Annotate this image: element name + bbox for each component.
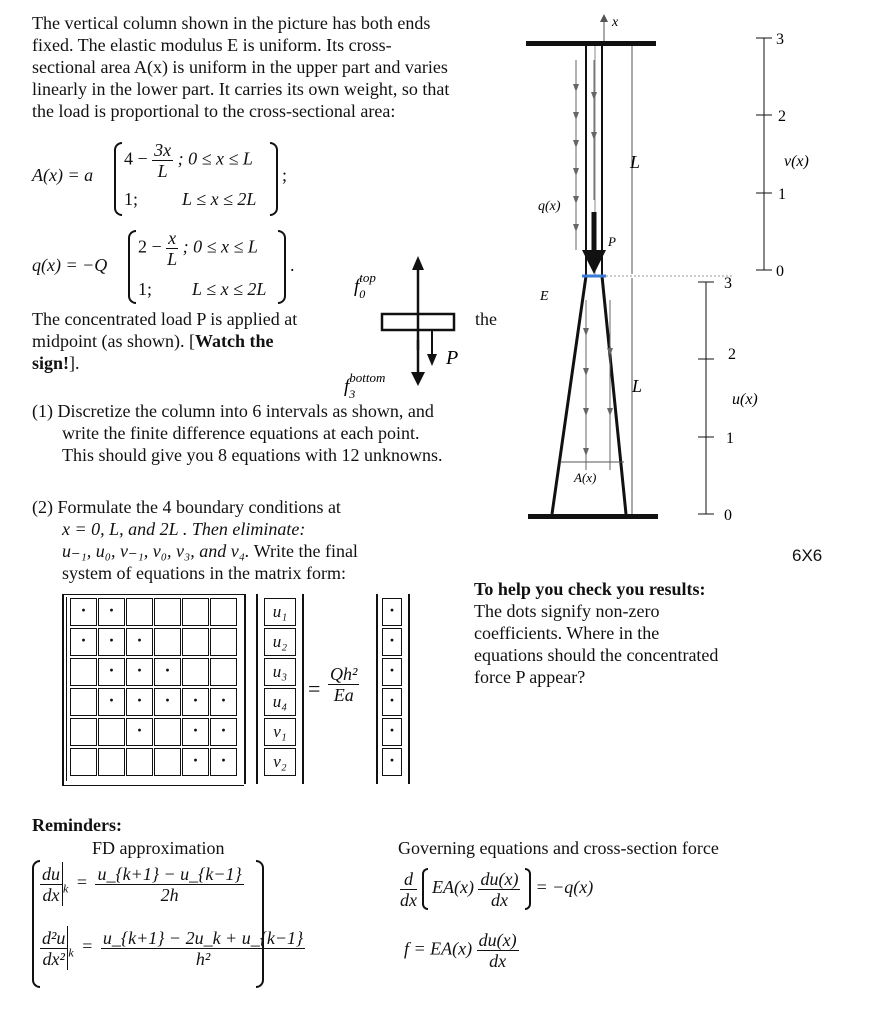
matrix-cell: · [70,628,97,656]
u-tick-2: 2 [728,346,736,363]
u-tick-3: 3 [724,275,732,292]
intro-line-4: linearly in the lower part. It carries its own weight, so that [32,79,450,99]
load-equation [32,228,352,304]
rhs-entry: · [382,628,402,656]
gov2-lhs: f = EA(x) [404,938,473,959]
matrix-cell: · [210,718,237,746]
fd-formulas: $\frac{du}{dx}$ $_k$ = $\frac{u\_\{k+1\} - u\_\{k-1\}}{2h}$ $\frac{\text{d²u}}{\text{dx²}}$ $_k$ = $\frac{u\_\{k+1\} - 2u\_k + u\_\{k-1\}}{\text{h²}}$ [32,860,272,988]
help-title: To help you check you results: [474,579,706,599]
upper-length-label: L [630,152,641,172]
load-desc-line-1b: the [475,309,497,329]
task-1 [32,400,512,466]
load-desc-line-3b: ]. [69,353,80,373]
rhs-coefficient-den: Ea [333,685,354,705]
fd-left-brace [32,860,40,988]
matrix-cell [210,598,237,626]
task-2-line-3: Write the final [253,541,358,561]
matrix-cell: · [154,658,181,686]
matrix-cell [210,658,237,686]
load-eq-lhs: q(x) = −Q [32,255,108,275]
load-desc-line-2a: midpoint (as shown). [ [32,331,195,351]
load-eq-case1-den: L [167,249,178,269]
area-equation [32,140,352,216]
matrix-cell: · [126,718,153,746]
matrix-cell: · [182,718,209,746]
task-2-line-4: system of equations in the matrix form: [62,563,346,583]
rhs-coefficient-num: Qh² [330,664,358,684]
governing-title: Governing equations and cross-section force [398,838,719,858]
fd-d1-rhs-num: u_{k+1} − u_{k−1} [97,863,242,884]
matrix-cell [98,718,125,746]
v-tick-0: 0 [776,263,784,280]
column-figure [520,0,870,530]
fd-d1-lhs [40,864,62,905]
area-eq-case1-prefix: 4 − [124,148,148,169]
matrix-cell [154,628,181,656]
load-desc-line-2b: Watch the [194,331,274,351]
v-axis-label: v(x) [784,153,809,170]
help-line-3: equations should the concentrated [474,645,719,665]
fd-title: FD approximation [92,838,225,858]
help-note [474,578,774,688]
v-tick-1: 1 [778,186,786,203]
fd-d1-rhs-den: 2h [160,884,179,905]
task-1-line-3: This should give you 8 equations with 12 unknowns. [62,445,443,465]
fbd-f-top: $f_0top$ [354,270,376,301]
gov2-du-dx [477,930,519,971]
matrix-size-label: 6X6 [792,546,823,565]
lower-load-arrows [583,300,613,470]
matrix-cell: · [98,628,125,656]
matrix-cell [70,748,97,776]
area-eq-case1-cond: ; 0 ≤ x ≤ L [177,148,253,169]
matrix-cell [154,748,181,776]
unknown-entry: u₃ [264,658,296,686]
matrix-cell [70,718,97,746]
load-eq-tail: . [290,255,295,275]
fbd-p-arrow-head [427,354,437,366]
unknown-entry: v₁ [264,718,296,746]
matrix-right-bracket [244,594,246,784]
gov1-den: dx [490,889,508,910]
bottom-support [528,514,658,519]
unknown-entry: u₁ [264,598,296,626]
area-eq-case1-frac [152,140,173,181]
matrix-equals: = [308,676,321,701]
v-tick-2: 2 [778,108,786,125]
matrix-cell: · [70,598,97,626]
load-eq-case1-num: x [168,228,177,248]
help-line-4: force P appear? [474,667,586,687]
matrix-cell [210,628,237,656]
gov1-ea: EA(x) [432,877,474,898]
area-eq-case1-den: L [157,161,168,181]
unknown-entry: v₂ [264,748,296,776]
u-axis-label: u(x) [732,391,758,408]
fd-d1-sub: k [63,881,69,896]
matrix-cell: · [210,748,237,776]
matrix-cell: · [154,688,181,716]
area-label: A(x) [574,470,597,485]
v-tick-3: 3 [776,31,784,48]
matrix-cell: · [182,748,209,776]
rhs-coefficient [328,664,359,705]
rhs-entry: · [382,748,402,776]
help-line-2: coefficients. Where in the [474,623,660,643]
gov1-num: du(x) [480,868,519,889]
lower-column-right-edge [602,276,626,514]
lower-length-label: L [632,376,643,396]
u-tick-0: 0 [724,507,732,524]
matrix-cell [154,598,181,626]
gov1-rhs: = −q(x) [535,877,594,898]
load-eq-case2-cond: L ≤ x ≤ 2L [192,279,267,299]
gov1-du-dx [478,869,520,910]
matrix-cell: · [182,688,209,716]
e-label: E [540,289,549,304]
rhs-entry: · [382,658,402,686]
load-eq-case1-cond: ; 0 ≤ x ≤ L [182,236,258,257]
v-axis [756,38,772,270]
area-eq-right-brace [270,142,278,216]
gov1-d: d [400,869,417,890]
rhs-entry: · [382,598,402,626]
matrix-cell: · [98,598,125,626]
gov1-d-dx [400,869,417,910]
gov2-den: dx [489,951,507,971]
fd-d2-rhs-den: h² [195,948,211,969]
fd-d1-lhs-num: du [42,863,60,884]
p-label: P [608,234,616,249]
area-eq-lhs: A(x) = a [32,165,94,185]
rhs-entry: · [382,688,402,716]
task-1-line-2: write the finite difference equations at each point. [62,423,420,443]
area-eq-case2-val: 1; [124,189,139,209]
gov1-dx: dx [400,889,417,910]
gov2-num: du(x) [478,930,517,950]
matrix-cell [182,658,209,686]
intro-text [32,12,522,122]
intro-line-3: sectional area A(x) is uniform in the upper part and varies [32,57,448,77]
fd-d1-lhs-den: dx [42,884,60,905]
x-axis-label: x [612,15,619,30]
load-eq-right-brace [278,230,286,304]
matrix-cell: · [98,658,125,686]
task-2-line-1: (2) Formulate the 4 boundary conditions at [32,497,341,517]
u-tick-1: 1 [726,430,734,447]
matrix-cell [126,598,153,626]
task-1-line-1: (1) Discretize the column into 6 intervals as shown, and [32,401,434,421]
u-axis [698,282,714,514]
q-label: q(x) [538,199,561,214]
fd-d2-lhs-den: dx² [42,948,65,969]
load-eq-left-brace [128,230,136,304]
matrix-cell: · [210,688,237,716]
task-2 [32,496,452,584]
governing-eq-1 [400,868,593,910]
load-eq-case1-prefix: 2 − [138,236,162,257]
task-2-vars: u₋₁, u₀, v₋₁, v₀, v₃, and v₄. [62,541,250,561]
free-body-diagram [340,240,480,400]
fd-d2-rhs [101,928,305,969]
matrix-cell [98,748,125,776]
matrix-cell [70,658,97,686]
area-eq-left-brace [114,142,122,216]
matrix-cell [182,598,209,626]
load-eq-case1-frac [166,228,178,269]
fbd-bottom-arrow-head [411,372,425,386]
help-line-1: The dots signify non-zero [474,601,660,621]
rhs-entry: · [382,718,402,746]
matrix-cell [126,748,153,776]
matrix-cell [182,628,209,656]
task-2-line-2: x = 0, L, and 2L . Then eliminate: [62,519,306,539]
load-desc-line-3a: sign! [32,353,70,373]
fbd-f-bottom: $f_3bottom$ [344,370,386,400]
fd-d2-sub: k [68,945,74,960]
matrix-cell: · [126,688,153,716]
fd-d2-lhs-num: d²u [42,927,66,948]
unknown-entry: u₂ [264,628,296,656]
x-axis-arrow [600,14,608,22]
matrix-cell: · [126,628,153,656]
unknown-entry: u₄ [264,688,296,716]
area-eq-case1-num: 3x [154,140,172,160]
top-support [526,41,656,46]
fbd-p-label: P [446,347,459,369]
load-desc-line-1a: The concentrated load P is applied at [32,309,298,329]
matrix-cell [70,688,97,716]
intro-line-5: the load is proportional to the cross-sectional area: [32,101,396,121]
fd-d2-rhs-num: u_{k+1} − 2u_k + u_{k−1} [102,927,304,948]
fd-d1-rhs [95,864,243,905]
intro-line-2: fixed. The elastic modulus E is uniform. Its cross- [32,35,392,55]
fd-d2-lhs [40,928,67,969]
reminders-title: Reminders: [32,815,122,835]
load-eq-case2-val: 1; [138,279,153,299]
matrix-cell [154,718,181,746]
intro-line-1: The vertical column shown in the picture has both ends [32,13,431,33]
area-eq-case2-cond: L ≤ x ≤ 2L [182,189,257,209]
matrix-cell: · [98,688,125,716]
area-eq-tail: ; [282,165,288,185]
matrix-system [62,594,422,786]
governing-eq-2 [404,930,519,971]
matrix-cell: · [126,658,153,686]
fbd-top-arrow-head [412,256,424,270]
